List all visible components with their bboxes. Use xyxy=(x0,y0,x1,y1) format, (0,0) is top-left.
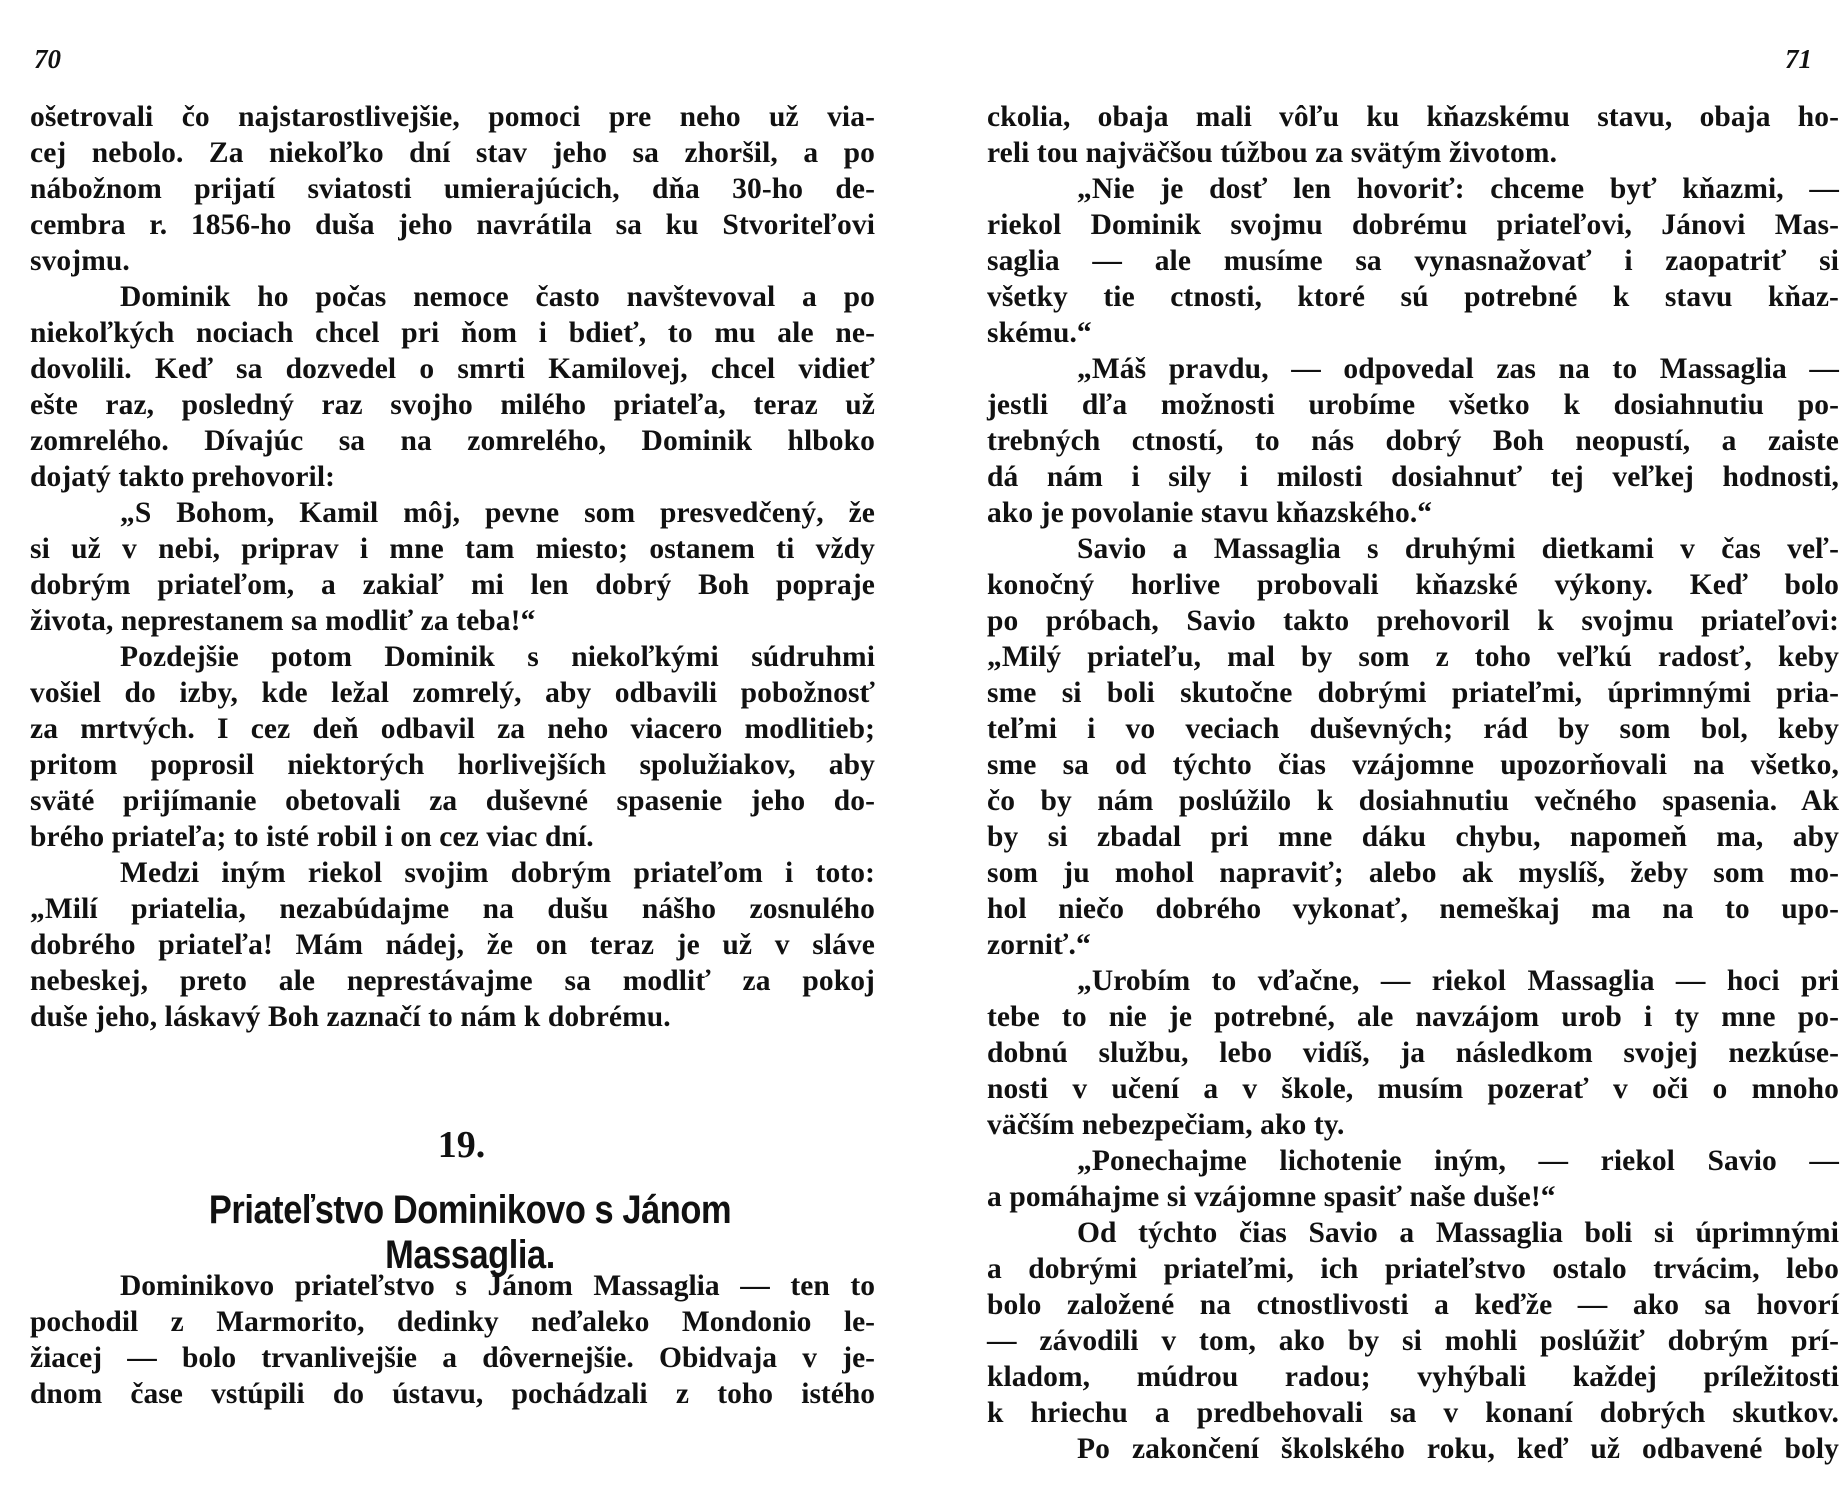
text-line: niekoľkých nociach chcel pri ňom i bdieť, to mu ale ne- xyxy=(30,317,875,349)
text-line: „Máš pravdu, — odpovedal zas na to Massaglia — xyxy=(1077,353,1839,385)
text-line: dobnú službu, lebo vidíš, ja následkom svojej nezkúse- xyxy=(987,1037,1839,1069)
text-line: brého priateľa; to isté robil i on cez viac dní. xyxy=(30,821,594,853)
body-text xyxy=(30,99,875,1035)
body-text xyxy=(987,99,1839,1467)
text-line: dovolili. Keď sa dozvedel o smrti Kamilovej, chcel vidieť xyxy=(30,353,875,385)
text-line: zorniť.“ xyxy=(987,929,1091,961)
text-line: pochodil z Marmorito, dedinky neďaleko Mondonio le- xyxy=(30,1306,875,1338)
text-line: a dobrými priateľmi, ich priateľstvo ostalo trvácim, lebo xyxy=(987,1253,1839,1285)
text-line: za mrtvých. I cez deň odbavil za neho viacero modlitieb; xyxy=(30,713,875,745)
text-line: Po zakončení školského roku, keď už odbavené boly xyxy=(1077,1433,1839,1465)
chapter-title: Priateľstvo Dominikovo s Jánom Massaglia. xyxy=(208,1188,732,1277)
text-line: trebných ctností, to nás dobrý Boh neopustí, a zaiste xyxy=(987,425,1839,457)
text-line: saglia — ale musíme sa vynasnažovať i zaopatriť si xyxy=(987,245,1839,277)
text-line: cej nebolo. Za niekoľko dní stav jeho sa zhoršil, a po xyxy=(30,137,875,169)
text-line: pritom poprosil niektorých horlivejších spolužiakov, aby xyxy=(30,749,875,781)
text-line: sme sa od týchto čias vzájomne upozorňovali na všetko, xyxy=(987,749,1839,781)
page-number: 71 xyxy=(1785,44,1812,74)
text-line: nosti v učení a v škole, musím pozerať v oči o mnoho xyxy=(987,1073,1839,1105)
text-line: zomrelého. Dívajúc sa na zomrelého, Dominik hlboko xyxy=(30,425,875,457)
text-line: dnom čase vstúpili do ústavu, pochádzali z toho istého xyxy=(30,1378,875,1410)
page-number: 70 xyxy=(34,44,61,74)
text-line: reli tou najväčšou túžbou za svätým životom. xyxy=(987,137,1558,169)
text-line: „Nie je dosť len hovoriť: chceme byť kňazmi, — xyxy=(1077,173,1839,205)
text-line: sväté prijímanie obetovali za duševné spasenie jeho do- xyxy=(30,785,875,817)
text-line: dojatý takto prehovoril: xyxy=(30,461,336,493)
text-line: Dominikovo priateľstvo s Jánom Massaglia — ten to xyxy=(120,1270,875,1302)
text-line: Od týchto čias Savio a Massaglia boli si úprimnými xyxy=(1077,1217,1839,1249)
text-line: „S Bohom, Kamil môj, pevne som presvedčený, že xyxy=(120,497,875,529)
text-line: „Milí priatelia, nezabúdajme na dušu nášho zosnulého xyxy=(30,893,875,925)
text-line: kladom, múdrou radou; vyhýbali každej príležitosti xyxy=(987,1361,1839,1393)
text-line: teľmi i vo veciach duševných; rád by som bol, keby xyxy=(987,713,1839,745)
text-line: „Ponechajme lichotenie iným, — riekol Savio — xyxy=(1077,1145,1839,1177)
chapter-body-text xyxy=(30,1268,875,1412)
text-line: vošiel do izby, kde ležal zomrelý, aby odbavili pobožnosť xyxy=(30,677,875,709)
text-line: Dominik ho počas nemoce často navštevoval a po xyxy=(120,281,875,313)
chapter-number: 19. xyxy=(437,1124,486,1166)
text-line: „Urobím to vďačne, — riekol Massaglia — hoci pri xyxy=(1077,965,1839,997)
text-line: si už v nebi, priprav i mne tam miesto; ostanem ti vždy xyxy=(30,533,875,565)
text-line: by si zbadal pri mne dáku chybu, napomeň ma, aby xyxy=(987,821,1839,853)
text-line: čo by nám poslúžilo k dosiahnutiu večného spasenia. Ak xyxy=(987,785,1839,817)
text-line: ckolia, obaja mali vôľu ku kňazskému stavu, obaja ho- xyxy=(987,101,1839,133)
text-line: „Milý priateľu, mal by som z toho veľkú radosť, keby xyxy=(987,641,1839,673)
text-line: Savio a Massaglia s druhými dietkami v čas veľ- xyxy=(1077,533,1839,565)
text-line: ešte raz, posledný raz svojho milého priateľa, teraz už xyxy=(30,389,875,421)
text-line: žiacej — bolo trvanlivejšie a dôvernejšie. Obidvaja v je- xyxy=(30,1342,875,1374)
right-page xyxy=(923,0,1846,1500)
text-line: riekol Dominik svojmu dobrému priateľovi, Jánovi Mas- xyxy=(987,209,1839,241)
text-line: som ju mohol napraviť; alebo ak myslíš, žeby som mo- xyxy=(987,857,1839,889)
text-line: tebe to nie je potrebné, ale navzájom urob i ty mne po- xyxy=(987,1001,1839,1033)
text-line: nebeskej, preto ale neprestávajme sa modliť za pokoj xyxy=(30,965,875,997)
text-line: ošetrovali čo najstarostlivejšie, pomoci pre neho už via- xyxy=(30,101,875,133)
text-line: Medzi iným riekol svojim dobrým priateľom i toto: xyxy=(120,857,875,889)
text-line: nábožnom prijatí sviatosti umierajúcich, dňa 30-ho de- xyxy=(30,173,875,205)
text-line: po próbach, Savio takto prehovoril k svojmu priateľovi: xyxy=(987,605,1839,637)
text-line: — závodili v tom, ako by si mohli poslúžiť dobrým prí- xyxy=(987,1325,1839,1357)
text-line: Pozdejšie potom Dominik s niekoľkými súdruhmi xyxy=(120,641,875,673)
text-line: dá nám i sily i milosti dosiahnuť tej veľkej hodnosti, xyxy=(987,461,1839,493)
text-line: k hriechu a predbehovali sa v konaní dobrých skutkov. xyxy=(987,1397,1839,1429)
text-line: konočný horlive probovali kňazské výkony. Keď bolo xyxy=(987,569,1839,601)
text-line: všetky tie ctnosti, ktoré sú potrebné k stavu kňaz- xyxy=(987,281,1839,313)
text-line: jestli dľa možnosti urobíme všetko k dosiahnutiu po- xyxy=(987,389,1839,421)
text-line: svojmu. xyxy=(30,245,130,277)
text-line: bolo založené na ctnostlivosti a keďže — ako sa hovorí xyxy=(987,1289,1839,1321)
text-line: dobrým priateľom, a zakiaľ mi len dobrý Boh popraje xyxy=(30,569,875,601)
text-line: a pomáhajme si vzájomne spasiť naše duše!“ xyxy=(987,1181,1556,1213)
text-line: sme si boli skutočne dobrými priateľmi, úprimnými pria- xyxy=(987,677,1839,709)
text-line: cembra r. 1856-ho duša jeho navrátila sa ku Stvoriteľovi xyxy=(30,209,875,241)
text-line: duše jeho, láskavý Boh zaznačí to nám k dobrému. xyxy=(30,1001,671,1033)
text-line: väčším nebezpečiam, ako ty. xyxy=(987,1109,1345,1141)
text-line: života, neprestanem sa modliť za teba!“ xyxy=(30,605,536,637)
text-line: ako je povolanie stavu kňazského.“ xyxy=(987,497,1433,529)
text-line: skému.“ xyxy=(987,317,1092,349)
text-line: dobrého priateľa! Mám nádej, že on teraz je už v sláve xyxy=(30,929,875,961)
text-line: hol niečo dobrého vykonať, nemeškaj ma na to upo- xyxy=(987,893,1839,925)
